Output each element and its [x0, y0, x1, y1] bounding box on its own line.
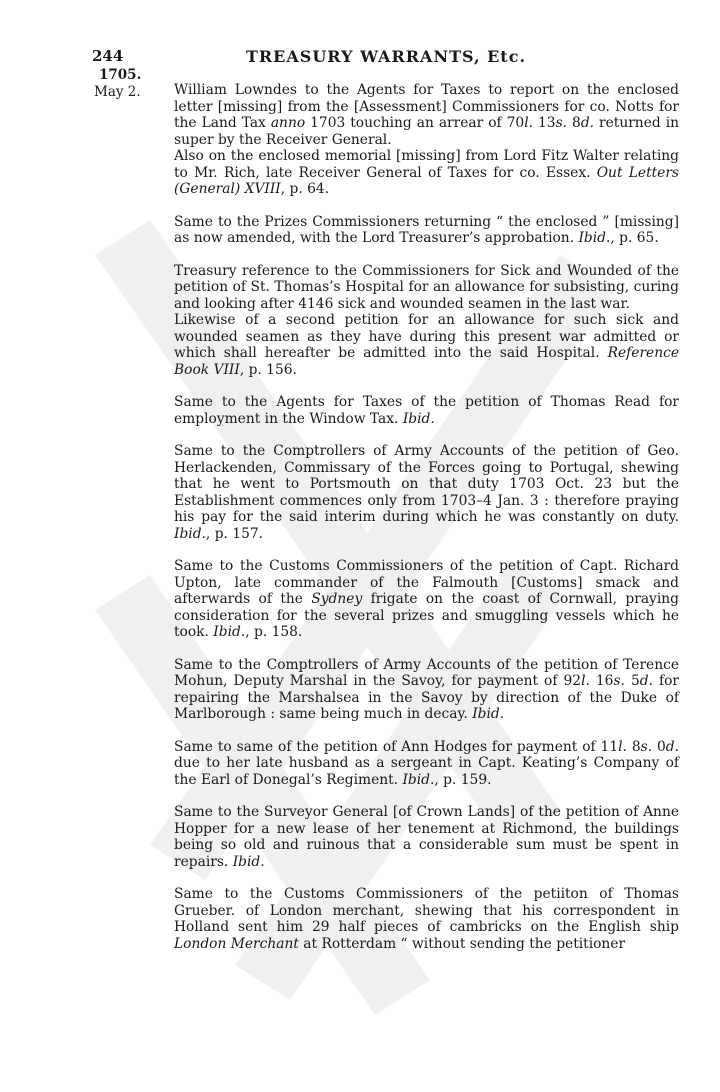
entry-paragraph: Same to the Prizes Commissioners returning “ the enclosed ” [missing] as now amended, with the Lord Treasurer’s approbation. Ibid., p. 65. [174, 213, 679, 246]
entry-spacer [174, 198, 679, 214]
page-number: 244 [92, 47, 124, 65]
entry-spacer [174, 378, 679, 394]
entry-spacer [174, 427, 679, 443]
entry-paragraph: Same to the Comptrollers of Army Accounts of the petition of Terence Mohun, Deputy Marshal in the Savoy, for payment of 92l. 16s. 5d. for repairing the Marshalsea in the Savoy by direction of the Duke of Marlborough : same being much in decay. Ibid. [174, 656, 680, 722]
entry-paragraph: Same to same of the petition of Ann Hodges for payment of 11l. 8s. 0d. due to her late husband as a sergeant in Capt. Keating’s Company of the Earl of Donegal’s Regiment. Ibid., p. 159. [174, 738, 679, 788]
entry-spacer [174, 788, 679, 804]
margin-date: May 2. [94, 84, 141, 100]
entry-paragraph: Also on the enclosed memorial [missing] from Lord Fitz Walter relating to Mr. Rich, late Receiver General of Taxes for co. Essex. Out Letters (General) XVIII, p. 64. [174, 148, 679, 197]
margin-year: 1705. [99, 67, 142, 83]
entry-paragraph: Same to the Customs Commissioners of the petiiton of Thomas Grueber. of London merchant, shewing that his correspondent in Holland sent him 29 half pieces of cambricks on the English ship London Merchant at Rotterdam “ without sending the petitioner [174, 886, 679, 952]
entry-spacer [174, 641, 679, 657]
entry-paragraph: Same to the Agents for Taxes of the petition of Thomas Read for employment in the Window Tax. Ibid. [174, 394, 679, 427]
entry-paragraph: Same to the Surveyor General [of Crown Lands] of the petition of Anne Hopper for a new lease of her tenement at Richmond, the buildings being so old and ruinous that a considerable sum must be spent in repairs. Ibid. [174, 804, 679, 870]
entry-spacer [174, 870, 679, 886]
running-head: TREASURY WARRANTS, Etc. [245, 47, 527, 66]
entry-paragraph: Likewise of a second petition for an allowance for such sick and wounded seamen as they have during this present war admitted or which shall hereafter be admitted into the said Hospital. Reference Book VIII, p. 156. [174, 312, 679, 378]
entry-paragraph: Same to the Comptrollers of Army Accounts of the petition of Geo. Herlackenden, Commissary of the Forces going to Portugal, shewing that he went to Portsmouth on that duty 1703 Oct. 23 but the Establishment commences only from 1703–4 Jan. 3 : therefore praying his pay for the said interim during which he was constantly on duty. Ibid., p. 157. [174, 443, 679, 542]
entry-paragraph: William Lowndes to the Agents for Taxes to report on the enclosed letter [missing] from the [Assessment] Commissioners for co. Notts for the Land Tax anno 1703 touching an arrear of 70l. 13s. 8d. returned in super by the Receiver General. [174, 82, 679, 148]
document-body [174, 82, 679, 952]
entry-paragraph: Treasury reference to the Commissioners for Sick and Wounded of the petition of St. Thomas’s Hospital for an allowance for subsisting, curing and looking after 4146 sick and wounded seamen in the last war. [174, 262, 679, 312]
entry-spacer [174, 723, 679, 739]
entry-spacer [174, 542, 679, 558]
page-header [92, 47, 680, 71]
entry-paragraph: Same to the Customs Commissioners of the petition of Capt. Richard Upton, late commander of the Falmouth [Customs] smack and afterwards of the Sydney frigate on the coast of Cornwall, praying consideration for the several prizes and smuggling vessels which he took. Ibid., p. 158. [174, 558, 679, 640]
entry-spacer [174, 247, 679, 263]
